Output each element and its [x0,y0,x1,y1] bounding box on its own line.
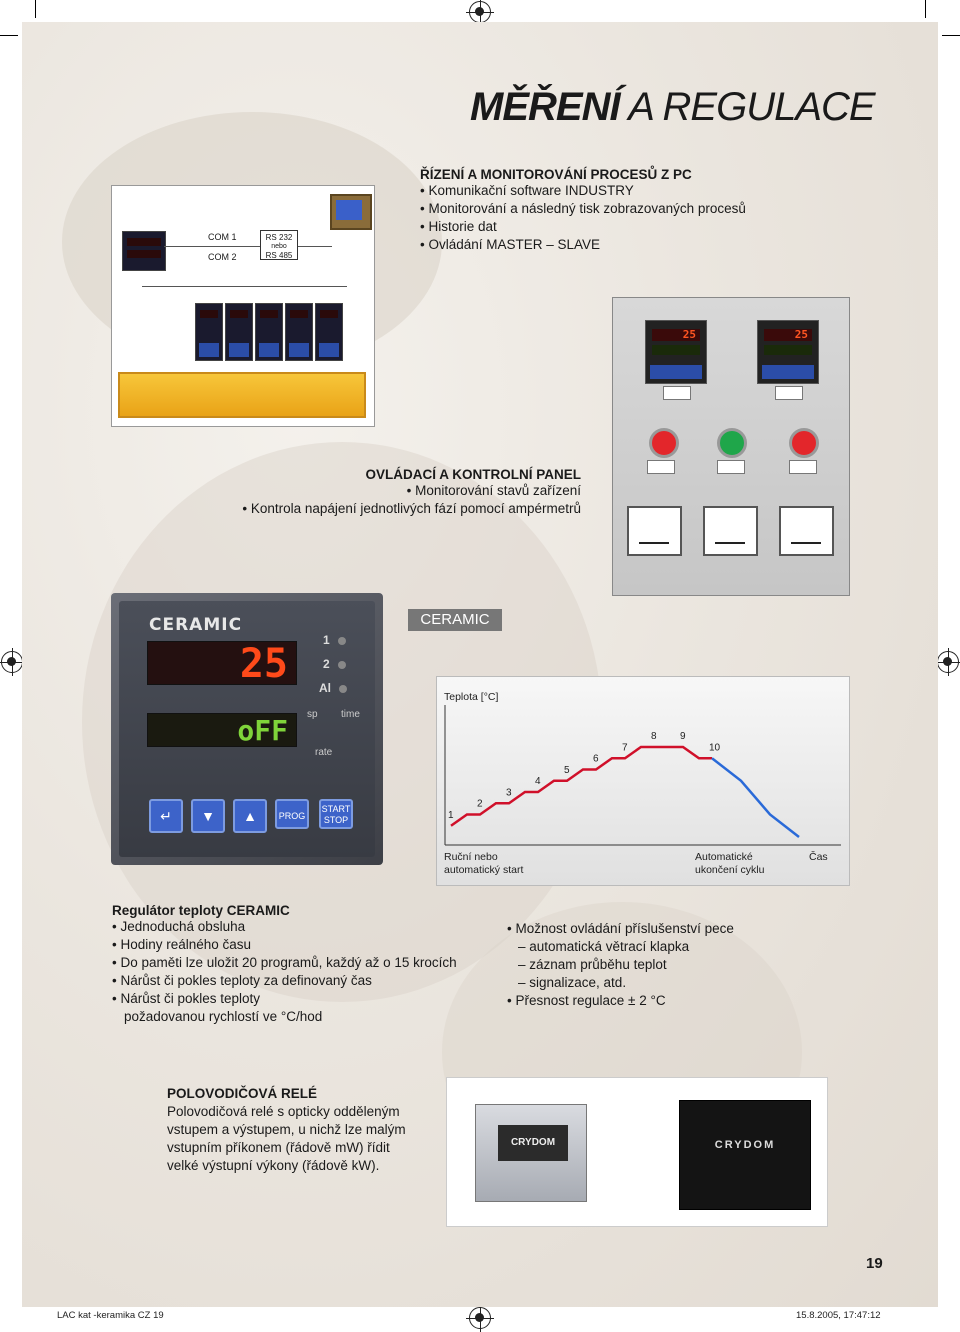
list-item: • Monitorování a následný tisk zobrazovaných procesů [420,200,800,218]
red-lamp-icon [789,428,819,458]
registration-mark-icon [1,651,23,673]
regulator-section [112,903,502,1026]
panel-list [161,482,581,518]
crop-mark [925,0,926,18]
crop-mark [942,35,960,36]
slave-controller-image [225,303,253,361]
relay-text-line: vstupním příkonem (řádově mW) řídit [167,1140,390,1155]
point-label: 7 [622,742,628,754]
red-lamp-icon [649,428,679,458]
point-label: 2 [477,798,483,810]
relay-image [446,1077,828,1227]
x-axis-label: Čas [809,851,828,863]
computer-icon [330,194,372,230]
ammeter-icon [703,506,758,556]
list-item: – signalizace, atd. [518,975,627,990]
list-item: • Nárůst či pokles teploty za definovaný čas [112,972,502,990]
list-item: • Hodiny reálného času [112,936,502,954]
prog-button: PROG [275,799,309,829]
list-item: • Nárůst či pokles teploty [112,990,502,1008]
series-line-heating [451,747,712,826]
pc-list [420,182,800,254]
slave-controller-image [255,303,283,361]
down-button: ▼ [191,799,225,833]
relay-text-line: velké výstupní výkony (řádově kW). [167,1158,380,1173]
list-item: • Do paměti lze uložit 20 programů, každý až o 15 krocích [112,954,502,972]
point-label: 3 [506,787,512,799]
point-label: 4 [535,776,541,787]
green-lamp-icon [717,428,747,458]
list-item: – záznam průběhu teplot [518,957,667,972]
point-label: 8 [651,731,657,742]
registration-mark-icon [469,1,491,23]
end-annotation: Automatické ukončení cyklu [695,851,765,876]
single-phase-relay-image: CRYDOM [475,1104,587,1202]
crop-mark [0,35,18,36]
point-label: 6 [593,753,599,765]
relay-heading: POLOVODIČOVÁ RELÉ [167,1086,318,1101]
series-line-cooling [712,758,799,837]
interface-box: RS 232 nebo RS 485 [260,230,298,260]
slave-controller-image [315,303,343,361]
list-item: • Možnost ovládání příslušenství pece [507,921,734,936]
page-number: 19 [866,1255,883,1272]
registration-mark-icon [937,651,959,673]
list-item: • Kontrola napájení jednotlivých fází pomocí ampérmetrů [161,500,581,518]
enter-button: ↵ [149,799,183,833]
footer-left: LAC kat -keramika CZ 19 [57,1310,164,1321]
pc-network-diagram [111,185,375,427]
regulator-heading: Regulátor teploty CERAMIC [112,903,290,918]
crop-mark [35,0,36,18]
list-item: • Historie dat [420,218,800,236]
relay-text-line: vstupem a výstupem, u nichž lze malým [167,1122,406,1137]
start-stop-button: START STOP [319,799,353,829]
control-panel-image [612,297,850,596]
list-item: • Přesnost regulace ± 2 °C [507,993,666,1008]
temperature-program-chart [436,676,850,886]
list-item: • Ovládání MASTER – SLAVE [420,236,800,254]
regulator-features [507,920,807,1010]
panel-section [161,467,581,518]
temperature-display: 25 [147,641,297,685]
list-item: • Monitorování stavů zařízení [161,482,581,500]
ammeter-icon [779,506,834,556]
list-item: – automatická větrací klapka [518,939,690,954]
list-item: • Komunikační software INDUSTRY [420,182,800,200]
registration-mark-icon [469,1307,491,1329]
ammeter-icon [627,506,682,556]
footer-right: 15.8.2005, 17:47:12 [796,1310,881,1321]
start-annotation: Ruční nebo automatický start [444,851,524,876]
point-label: 10 [709,742,721,754]
page-title: MĚŘENÍ A REGULACE [470,85,875,129]
kiln-image [118,372,366,418]
relay-section [167,1085,447,1175]
y-axis-label: Teplota [°C] [444,691,499,703]
controller-brand: CERAMIC [149,615,243,635]
pc-section [420,167,800,254]
master-controller-image [122,231,166,271]
list-continuation: požadovanou rychlostí ve °C/hod [124,1009,323,1024]
point-label: 5 [564,764,570,776]
slave-controller-image [285,303,313,361]
point-label: 9 [680,731,686,742]
up-button: ▲ [233,799,267,833]
three-phase-relay-image: CRYDOM [679,1100,811,1210]
panel-controller-image [645,320,707,384]
ceramic-badge: CERAMIC [408,609,502,631]
ceramic-controller-image: CERAMIC 25 oFF 1 2 Al sp time rate ↵ ▼ ▲ PROG START STOP [111,593,383,865]
slave-controller-image [195,303,223,361]
list-item: • Jednoduchá obsluha [112,918,502,936]
panel-heading: OVLÁDACÍ A KONTROLNÍ PANEL [365,467,581,482]
com2-label: COM 2 [208,252,237,262]
panel-controller-image [757,320,819,384]
com1-label: COM 1 [208,232,237,242]
relay-text-line: Polovodičová relé s opticky odděleným [167,1104,400,1119]
regulator-list [112,918,502,1008]
point-label: 1 [448,809,454,821]
status-display: oFF [147,713,297,747]
pc-heading: ŘÍZENÍ A MONITOROVÁNÍ PROCESŮ Z PC [420,167,692,182]
